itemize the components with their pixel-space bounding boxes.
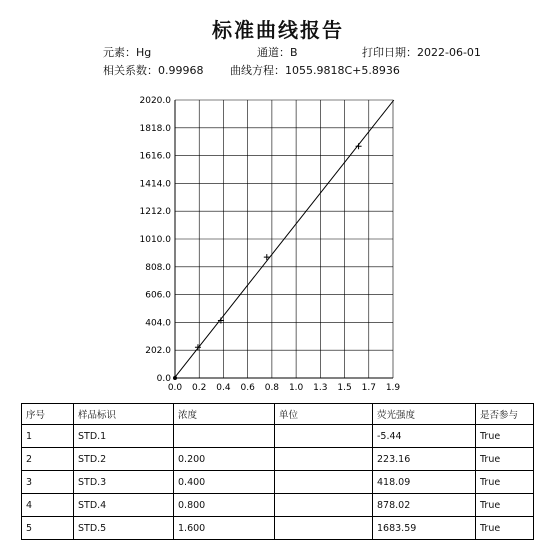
x-tick-label: 0.2 bbox=[192, 383, 207, 393]
y-tick-label: 202.0 bbox=[145, 346, 171, 357]
print-date-label: 打印日期： bbox=[362, 46, 417, 59]
cell-concentration: 0.200 bbox=[174, 448, 275, 471]
y-tick-label: 1818.0 bbox=[139, 123, 171, 134]
x-tick-label: 1.9 bbox=[385, 383, 401, 393]
header-intensity: 荧光强度 bbox=[373, 404, 476, 425]
cell-sample-id: STD.2 bbox=[74, 448, 174, 471]
standards-table bbox=[21, 403, 534, 540]
header-sample-id: 样品标识 bbox=[74, 404, 174, 425]
cell-sample-id: STD.5 bbox=[74, 517, 174, 540]
cell-included: True bbox=[476, 517, 534, 540]
correlation-value: 0.99968 bbox=[158, 64, 204, 77]
x-tick-label: 1.5 bbox=[337, 383, 352, 393]
cell-intensity: -5.44 bbox=[373, 425, 476, 448]
print-date-value: 2022-06-01 bbox=[417, 46, 481, 59]
channel-label: 通道： bbox=[257, 46, 290, 59]
table-row bbox=[22, 494, 534, 517]
y-tick-label: 1414.0 bbox=[139, 179, 171, 190]
cell-intensity: 878.02 bbox=[373, 494, 476, 517]
cell-included: True bbox=[476, 494, 534, 517]
table-row bbox=[22, 448, 534, 471]
cell-unit bbox=[275, 425, 373, 448]
header-index: 序号 bbox=[22, 404, 74, 425]
cell-unit bbox=[275, 494, 373, 517]
cell-concentration: 0.400 bbox=[174, 471, 275, 494]
y-tick-label: 808.0 bbox=[145, 262, 171, 273]
table-header-row bbox=[22, 404, 534, 425]
header-unit: 单位 bbox=[275, 404, 373, 425]
y-tick-label: 1010.0 bbox=[139, 235, 171, 245]
y-tick-label: 1616.0 bbox=[139, 151, 171, 162]
table-row bbox=[22, 517, 534, 540]
report-title: 标准曲线报告 bbox=[212, 18, 344, 42]
equation-label: 曲线方程： bbox=[230, 64, 285, 77]
x-tick-label: 0.8 bbox=[264, 383, 280, 393]
cell-index: 3 bbox=[22, 471, 74, 494]
cell-index: 4 bbox=[22, 494, 74, 517]
y-tick-label: 2020.0 bbox=[139, 96, 171, 106]
cell-intensity: 1683.59 bbox=[373, 517, 476, 540]
cell-intensity: 223.16 bbox=[373, 448, 476, 471]
cell-unit bbox=[275, 448, 373, 471]
cell-included: True bbox=[476, 471, 534, 494]
x-tick-label: 0.4 bbox=[216, 383, 231, 393]
x-tick-label: 0.0 bbox=[167, 383, 183, 393]
fit-line bbox=[175, 100, 394, 377]
data-point bbox=[264, 254, 270, 260]
correlation-label: 相关系数： bbox=[103, 64, 158, 77]
data-point bbox=[356, 143, 362, 149]
x-tick-label: 1.3 bbox=[313, 383, 328, 393]
header-included: 是否参与 bbox=[476, 404, 534, 425]
x-tick-label: 1.0 bbox=[288, 383, 304, 393]
header-concentration: 浓度 bbox=[174, 404, 275, 425]
cell-included: True bbox=[476, 425, 534, 448]
cell-unit bbox=[275, 471, 373, 494]
table-row bbox=[22, 425, 534, 448]
cell-concentration: 1.600 bbox=[174, 517, 275, 540]
cell-index: 2 bbox=[22, 448, 74, 471]
cell-sample-id: STD.3 bbox=[74, 471, 174, 494]
cell-included: True bbox=[476, 448, 534, 471]
x-tick-label: 1.7 bbox=[361, 383, 376, 393]
equation-value: 1055.9818C+5.8936 bbox=[285, 64, 400, 77]
x-tick-label: 0.6 bbox=[240, 383, 255, 393]
y-tick-label: 606.0 bbox=[145, 290, 171, 301]
cell-intensity: 418.09 bbox=[373, 471, 476, 494]
element-label: 元素： bbox=[103, 46, 136, 59]
element-value: Hg bbox=[136, 46, 152, 59]
cell-unit bbox=[275, 517, 373, 540]
cell-concentration: 0.800 bbox=[174, 494, 275, 517]
cell-concentration bbox=[174, 425, 275, 448]
y-tick-label: 404.0 bbox=[145, 318, 171, 329]
cell-sample-id: STD.4 bbox=[74, 494, 174, 517]
channel-value: B bbox=[290, 46, 298, 59]
y-tick-label: 1212.0 bbox=[139, 207, 171, 218]
y-tick-label: 0.0 bbox=[156, 374, 171, 384]
cell-index: 5 bbox=[22, 517, 74, 540]
table-row bbox=[22, 471, 534, 494]
cell-index: 1 bbox=[22, 425, 74, 448]
cell-sample-id: STD.1 bbox=[74, 425, 174, 448]
data-point bbox=[173, 376, 177, 380]
